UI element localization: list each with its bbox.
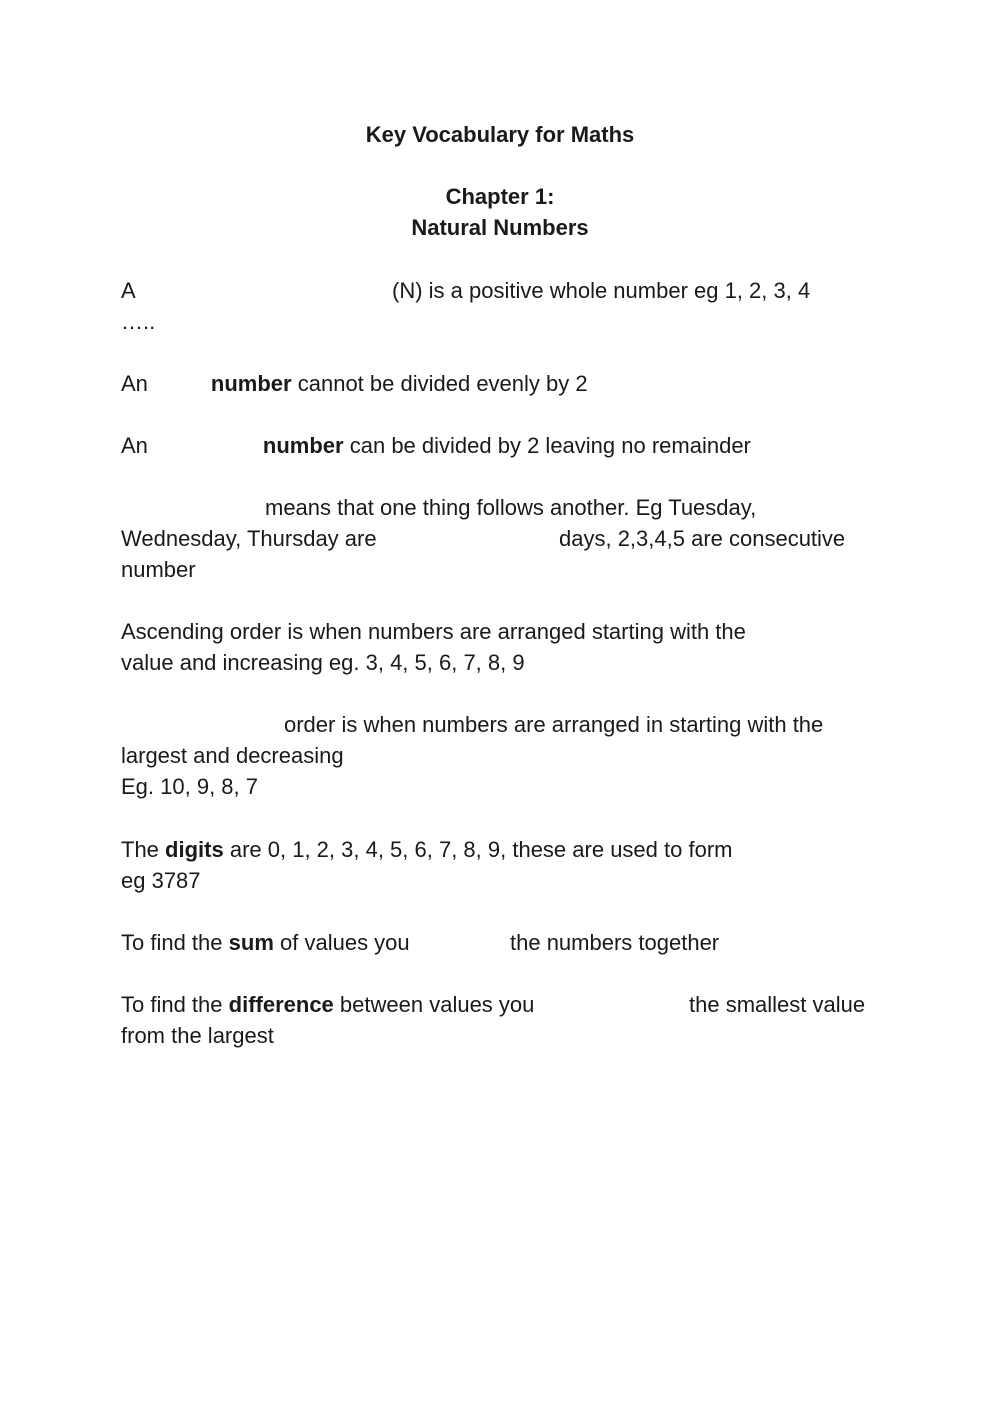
sum-start: To find the — [121, 930, 223, 955]
consecutive-line2b: days, 2,3,4,5 are consecutive — [559, 526, 846, 551]
sum-line — [121, 927, 410, 958]
descending-line1: order is when numbers are arranged in starting with the — [284, 712, 824, 737]
ascending-line2: value and increasing eg. 3, 4, 5, 6, 7, 8, 9 — [121, 650, 525, 675]
difference-mid: between values you — [339, 992, 535, 1017]
natural-cont: ….. — [121, 309, 156, 334]
digits-line — [121, 834, 732, 865]
descending-line2: largest and decreasing — [121, 743, 344, 768]
odd-start: An — [121, 371, 148, 396]
chapter-label: Chapter 1: — [445, 184, 555, 209]
digits-line2: eg 3787 — [121, 868, 201, 893]
page-title: Key Vocabulary for Maths — [365, 122, 635, 147]
even-line — [121, 430, 751, 461]
consecutive-line3: number — [121, 557, 196, 582]
difference-line — [121, 989, 534, 1020]
odd-rest: cannot be divided evenly by 2 — [297, 371, 588, 396]
natural-start: A — [121, 278, 136, 303]
sum-rest: the numbers together — [510, 930, 720, 955]
sum-mid: of values you — [280, 930, 410, 955]
natural-rest: (N) is a positive whole number eg 1, 2, 3, 4 — [392, 278, 811, 303]
difference-rest: the smallest value — [689, 992, 866, 1017]
chapter-name: Natural Numbers — [411, 215, 589, 240]
difference-line2: from the largest — [121, 1023, 274, 1048]
consecutive-line1: means that one thing follows another. Eg Tuesday, — [265, 495, 757, 520]
difference-start: To find the — [121, 992, 223, 1017]
odd-line — [121, 368, 588, 399]
odd-bold: number — [210, 371, 292, 396]
digits-bold: digits — [165, 837, 224, 862]
ascending-line1: Ascending order is when numbers are arranged starting with the — [121, 619, 746, 644]
consecutive-line2a: Wednesday, Thursday are — [121, 526, 377, 551]
even-rest: can be divided by 2 leaving no remainder — [349, 433, 751, 458]
difference-bold: difference — [228, 992, 334, 1017]
even-bold: number — [262, 433, 344, 458]
sum-bold: sum — [228, 930, 274, 955]
descending-line3: Eg. 10, 9, 8, 7 — [121, 774, 258, 799]
digits-rest: are 0, 1, 2, 3, 4, 5, 6, 7, 8, 9, these are used to form — [229, 837, 733, 862]
even-start: An — [121, 433, 148, 458]
digits-start: The — [121, 837, 159, 862]
